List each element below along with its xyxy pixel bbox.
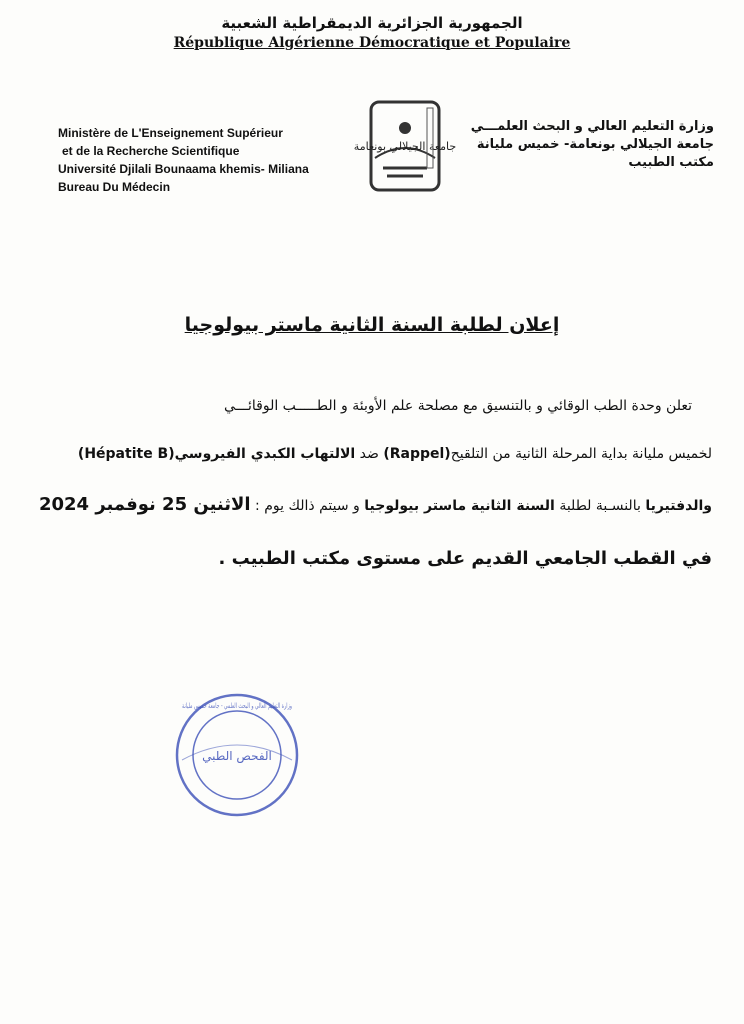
- official-stamp: [172, 690, 302, 820]
- p2-text-a: لخميس مليانة بداية المرحلة الثانية من التلقيح: [450, 446, 712, 462]
- paragraph-line-2: [32, 446, 712, 462]
- p3-text-b: بالنسـبة لطلبة: [554, 498, 646, 514]
- header-arabic-republic: الجمهورية الجزائرية الديمقراطية الشعبية: [221, 14, 523, 32]
- ministry-block-fr: [58, 124, 348, 196]
- p2-rappel: (Rappel): [383, 446, 451, 462]
- p2-text-c: ضد: [355, 446, 384, 462]
- paragraph-line-4: في القطب الجامعي القديم على مستوى مكتب الطبيب .: [218, 548, 712, 569]
- p3-diphtheria: والدفتيريا: [645, 498, 712, 514]
- logo-text: جامعة الجيلالي بونعامة: [353, 140, 457, 153]
- p2-hepatitis-fr: (Hépatite B): [77, 446, 175, 462]
- research-line: et de la Recherche Scientifique: [62, 144, 240, 158]
- ministry-line: Ministère de L'Enseignement Supérieur: [58, 126, 283, 140]
- university-line-ar: جامعة الجيلالي بونعامة- خميس مليانة: [476, 137, 714, 152]
- ministry-line-ar: وزارة التعليم العالي و البحث العلمـــي: [470, 119, 714, 134]
- p3-text-d: و سيتم ذالك يوم :: [250, 498, 365, 514]
- p3-date: الاثنين 25 نوفمبر 2024: [38, 494, 251, 515]
- announcement-title: إعلان لطلبة السنة الثانية ماستر بيولوجيا: [184, 314, 560, 336]
- office-line-ar: مكتب الطبيب: [628, 155, 714, 170]
- header-french-republic: République Algérienne Démocratique et Populaire: [173, 35, 571, 51]
- paragraph-line-1: تعلن وحدة الطب الوقائي و بالتنسيق مع مصلحة علم الأوبئة و الطـــــب الوقائـــي: [224, 398, 692, 414]
- p3-students: السنة الثانية ماستر بيولوجيا: [364, 498, 555, 514]
- stamp-center-text: الفحص الطبي: [202, 749, 272, 763]
- university-logo: [353, 98, 457, 198]
- p2-hepatitis-ar: الالتهاب الكبدي الفيروسي: [174, 446, 356, 462]
- university-line: Université Djilali Bounaama khemis- Miliana: [58, 162, 309, 176]
- stamp-ring-text: وزارة التعليم العالي و البحث العلمي - جامعة خميس مليانة: [182, 702, 292, 710]
- paragraph-line-3: [32, 494, 712, 515]
- ministry-block-ar: [454, 118, 714, 172]
- office-line: Bureau Du Médecin: [58, 180, 171, 194]
